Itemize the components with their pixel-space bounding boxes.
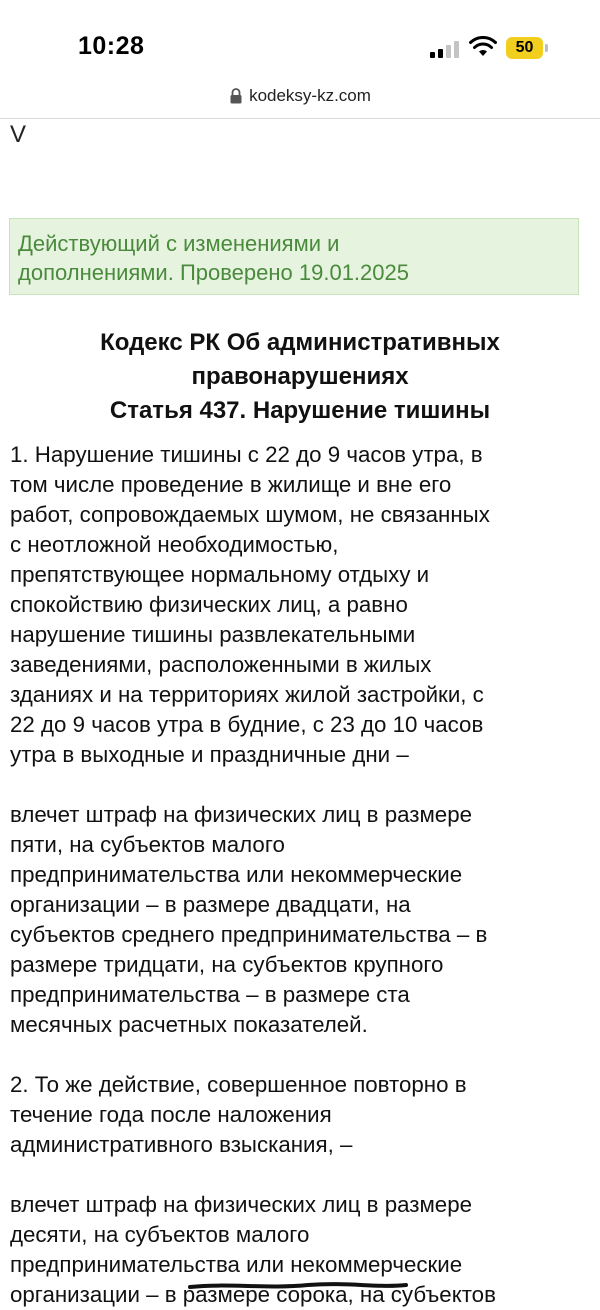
title-line-3: Статья 437. Нарушение тишины (109, 397, 491, 424)
status-notice (9, 218, 579, 295)
lock-icon (229, 88, 243, 104)
title-line-1: Кодекс РК Об административных (100, 329, 500, 356)
notice-text: Действующий с изменениями и дополнениями. Проверено 19.01.2025 (18, 231, 409, 285)
status-bar (0, 0, 600, 88)
wifi-icon (469, 36, 497, 58)
paragraph-4: влечет штраф на физических лиц в размере десяти, на субъектов малого предпринимательства или некоммерческие организации – в размере сорока, на субъектов (10, 1192, 496, 1307)
page-marker: V (10, 121, 27, 148)
page-title (0, 326, 600, 428)
battery-icon: 50 (506, 37, 543, 59)
title-line-2: правонарушениях (191, 363, 409, 390)
paragraph-1: 1. Нарушение тишины с 22 до 9 часов утра, в том числе проведение в жилище и вне его работ, сопровождаемых шумом, не связанных с неотложной необходимостью, препятствующее нормальному отдыху и спокойствию физических лиц, а равно нарушение тишины развлекательными заведениями, расположенными в жилых зданиях и на территориях жилой застройки, с 22 до 9 часов утра в будние, с 23 до 10 часов утра в выходные и праздничные дни – (10, 442, 490, 767)
article-body (10, 440, 590, 1310)
battery-cap (545, 44, 548, 52)
signal-icon (430, 40, 462, 58)
paragraph-2: влечет штраф на физических лиц в размере пяти, на субъектов малого предпринимательства или некоммерческие организации – в размере двадцати, на субъектов среднего предпринимательства – в размере тридцати, на субъектов крупного предпринимательства – в размере ста месячных расчетных показателей. (10, 802, 488, 1037)
strikethrough-scribble (188, 1281, 408, 1291)
url-text[interactable]: kodeksy-kz.com (249, 86, 371, 105)
status-time: 10:28 (78, 32, 145, 60)
paragraph-3: 2. То же действие, совершенное повторно в течение года после наложения административного взыскания, – (10, 1072, 467, 1157)
address-bar[interactable] (0, 84, 600, 119)
